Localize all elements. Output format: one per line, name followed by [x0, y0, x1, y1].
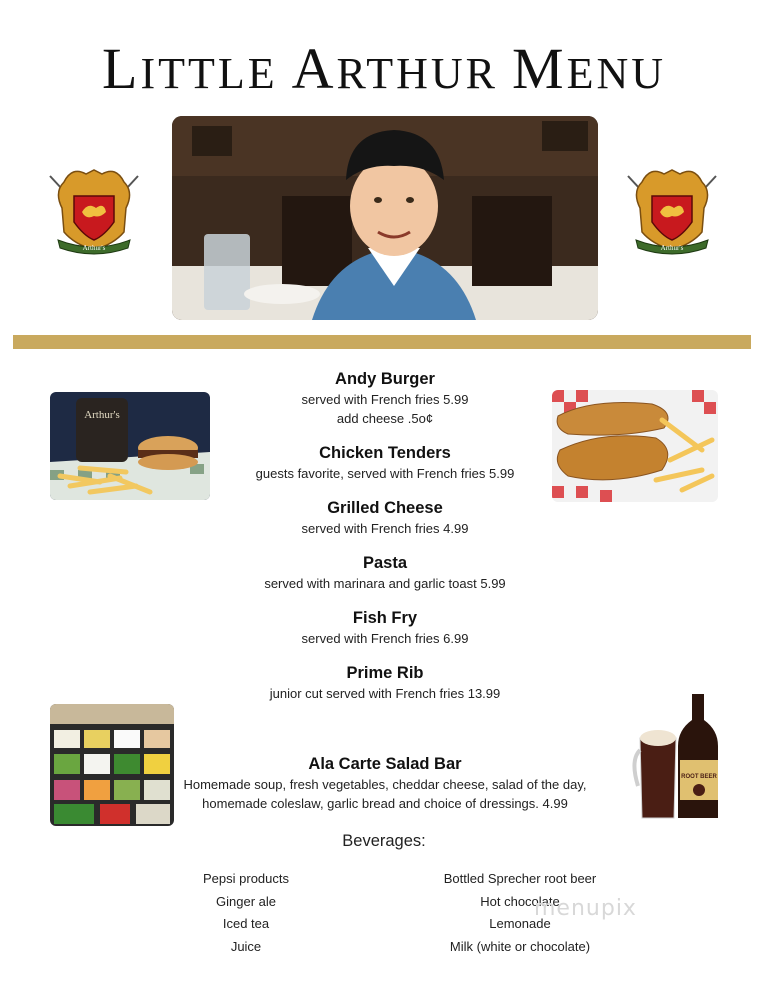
menu-item-desc: junior cut served with French fries 13.99	[269, 686, 501, 701]
menu-item-desc: guests favorite, served with French fries 5.99	[255, 466, 515, 481]
watermark: menupix	[534, 896, 637, 921]
menu-item-desc: add cheese .5o¢	[336, 411, 434, 426]
beverage-item: Lemonade	[489, 916, 551, 932]
menu-item-name: Chicken Tenders	[319, 444, 451, 462]
menu-item-desc: homemade coleslaw, garlic bread and choice of dressings. 4.99	[202, 796, 568, 811]
menu-item-name: Grilled Cheese	[327, 499, 443, 517]
arthurs-crest-logo-left	[44, 162, 144, 262]
beverage-item: Bottled Sprecher root beer	[443, 871, 597, 886]
beverage-item: Hot chocolate	[480, 893, 560, 909]
child-photo	[172, 116, 598, 320]
menu-item-salad-bar	[150, 753, 620, 813]
page-title: LITTLE ARTHUR MENU	[102, 36, 666, 101]
menu-item-grilled-cheese	[140, 497, 630, 538]
gold-divider	[13, 335, 751, 349]
beverage-item: Ginger ale	[216, 893, 276, 909]
glass-label: Arthur's	[84, 409, 120, 421]
menu-item-desc: Homemade soup, fresh vegetables, cheddar cheese, salad of the day,	[183, 777, 587, 792]
menu-item-desc: served with French fries 6.99	[301, 631, 469, 646]
menu-item-pasta	[140, 552, 630, 593]
arthurs-crest-logo-right	[622, 162, 722, 262]
beverage-item: Iced tea	[222, 916, 270, 932]
menu-item-fish-fry	[140, 607, 630, 648]
menu-item-desc: served with French fries 5.99	[301, 392, 469, 407]
beverages-left-column	[176, 868, 316, 959]
menu-item-name: Andy Burger	[335, 370, 435, 388]
menu-item-name: Fish Fry	[352, 609, 418, 627]
bottle-label: ROOT BEER	[681, 774, 717, 780]
menu-item-chicken-tenders	[140, 442, 630, 483]
menu-item-prime-rib	[140, 662, 630, 703]
crest-label-left: Arthur's	[82, 244, 106, 252]
menu-item-name: Ala Carte Salad Bar	[308, 755, 462, 773]
root-beer-image	[632, 690, 722, 822]
menu-list	[140, 368, 630, 717]
beverage-item: Pepsi products	[203, 871, 289, 886]
crest-label-right: Arthur's	[660, 244, 684, 252]
menu-item-desc: served with marinara and garlic toast 5.99	[264, 576, 506, 591]
beverage-item: Juice	[230, 939, 262, 955]
menu-item-andy-burger	[140, 368, 630, 428]
menu-item-name: Pasta	[362, 554, 408, 572]
menu-item-desc: served with French fries 4.99	[301, 521, 469, 536]
menu-item-name: Prime Rib	[346, 664, 424, 682]
beverages-heading: Beverages:	[342, 832, 426, 850]
beverage-item: Milk (white or chocolate)	[449, 939, 591, 955]
